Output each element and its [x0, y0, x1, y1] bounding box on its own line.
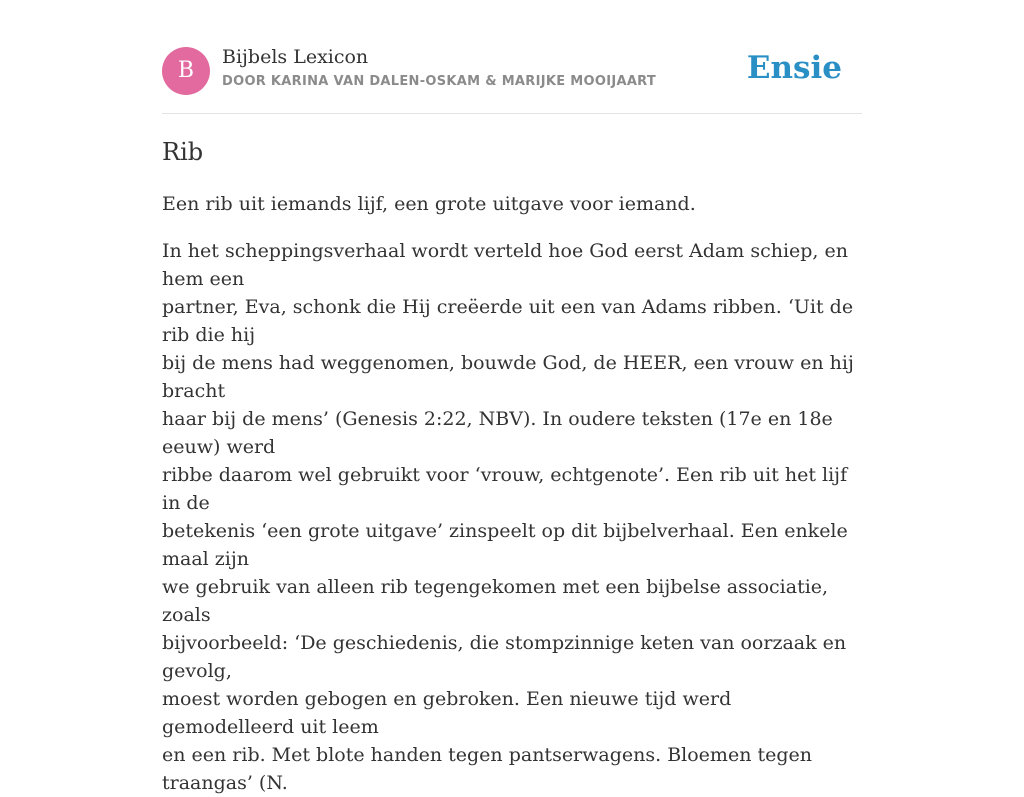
- body-line: betekenis ‘een grote uitgave’ zinspeelt op dit bijbelverhaal. Een enkele maal zijn: [162, 520, 848, 570]
- body-line: bijvoorbeeld: ‘De geschiedenis, die stompzinnige keten van oorzaak en gevolg,: [162, 632, 847, 682]
- book-title-link[interactable]: Bijbels Lexicon: [222, 46, 369, 68]
- body-line: bij de mens had weggenomen, bouwde God, de HEER, een vrouw en hij bracht: [162, 352, 854, 402]
- source-header: [162, 45, 862, 97]
- ensie-logo[interactable]: Ensie: [746, 50, 842, 86]
- book-authors: DOOR KARINA VAN DALEN-OSKAM & MARIJKE MOOIJAART: [222, 74, 657, 89]
- body-line: ribbe daarom wel gebruikt voor ‘vrouw, echtgenote’. Een rib uit het lijf in de: [162, 464, 848, 514]
- article-body: [162, 237, 862, 797]
- article-lede: Een rib uit iemands lijf, een grote uitgave voor iemand.: [162, 193, 696, 215]
- article-title: Rib: [162, 138, 204, 166]
- body-line: haar bij de mens’ (Genesis 2:22, NBV). In oudere teksten (17e en 18e eeuw) werd: [162, 408, 833, 458]
- body-line: en een rib. Met blote handen tegen pantserwagens. Bloemen tegen traangas’ (N.: [162, 744, 812, 794]
- body-line: In het scheppingsverhaal wordt verteld hoe God eerst Adam schiep, en hem een: [162, 240, 848, 290]
- book-avatar[interactable]: B: [162, 47, 210, 95]
- header-divider: [162, 113, 862, 114]
- body-line: partner, Eva, schonk die Hij creëerde uit een van Adams ribben. ‘Uit de rib die hij: [162, 296, 854, 346]
- body-line: moest worden gebogen en gebroken. Een nieuwe tijd werd gemodelleerd uit leem: [162, 688, 732, 738]
- article: [162, 134, 862, 797]
- body-line: we gebruik van alleen rib tegengekomen met een bijbelse associatie, zoals: [162, 576, 829, 626]
